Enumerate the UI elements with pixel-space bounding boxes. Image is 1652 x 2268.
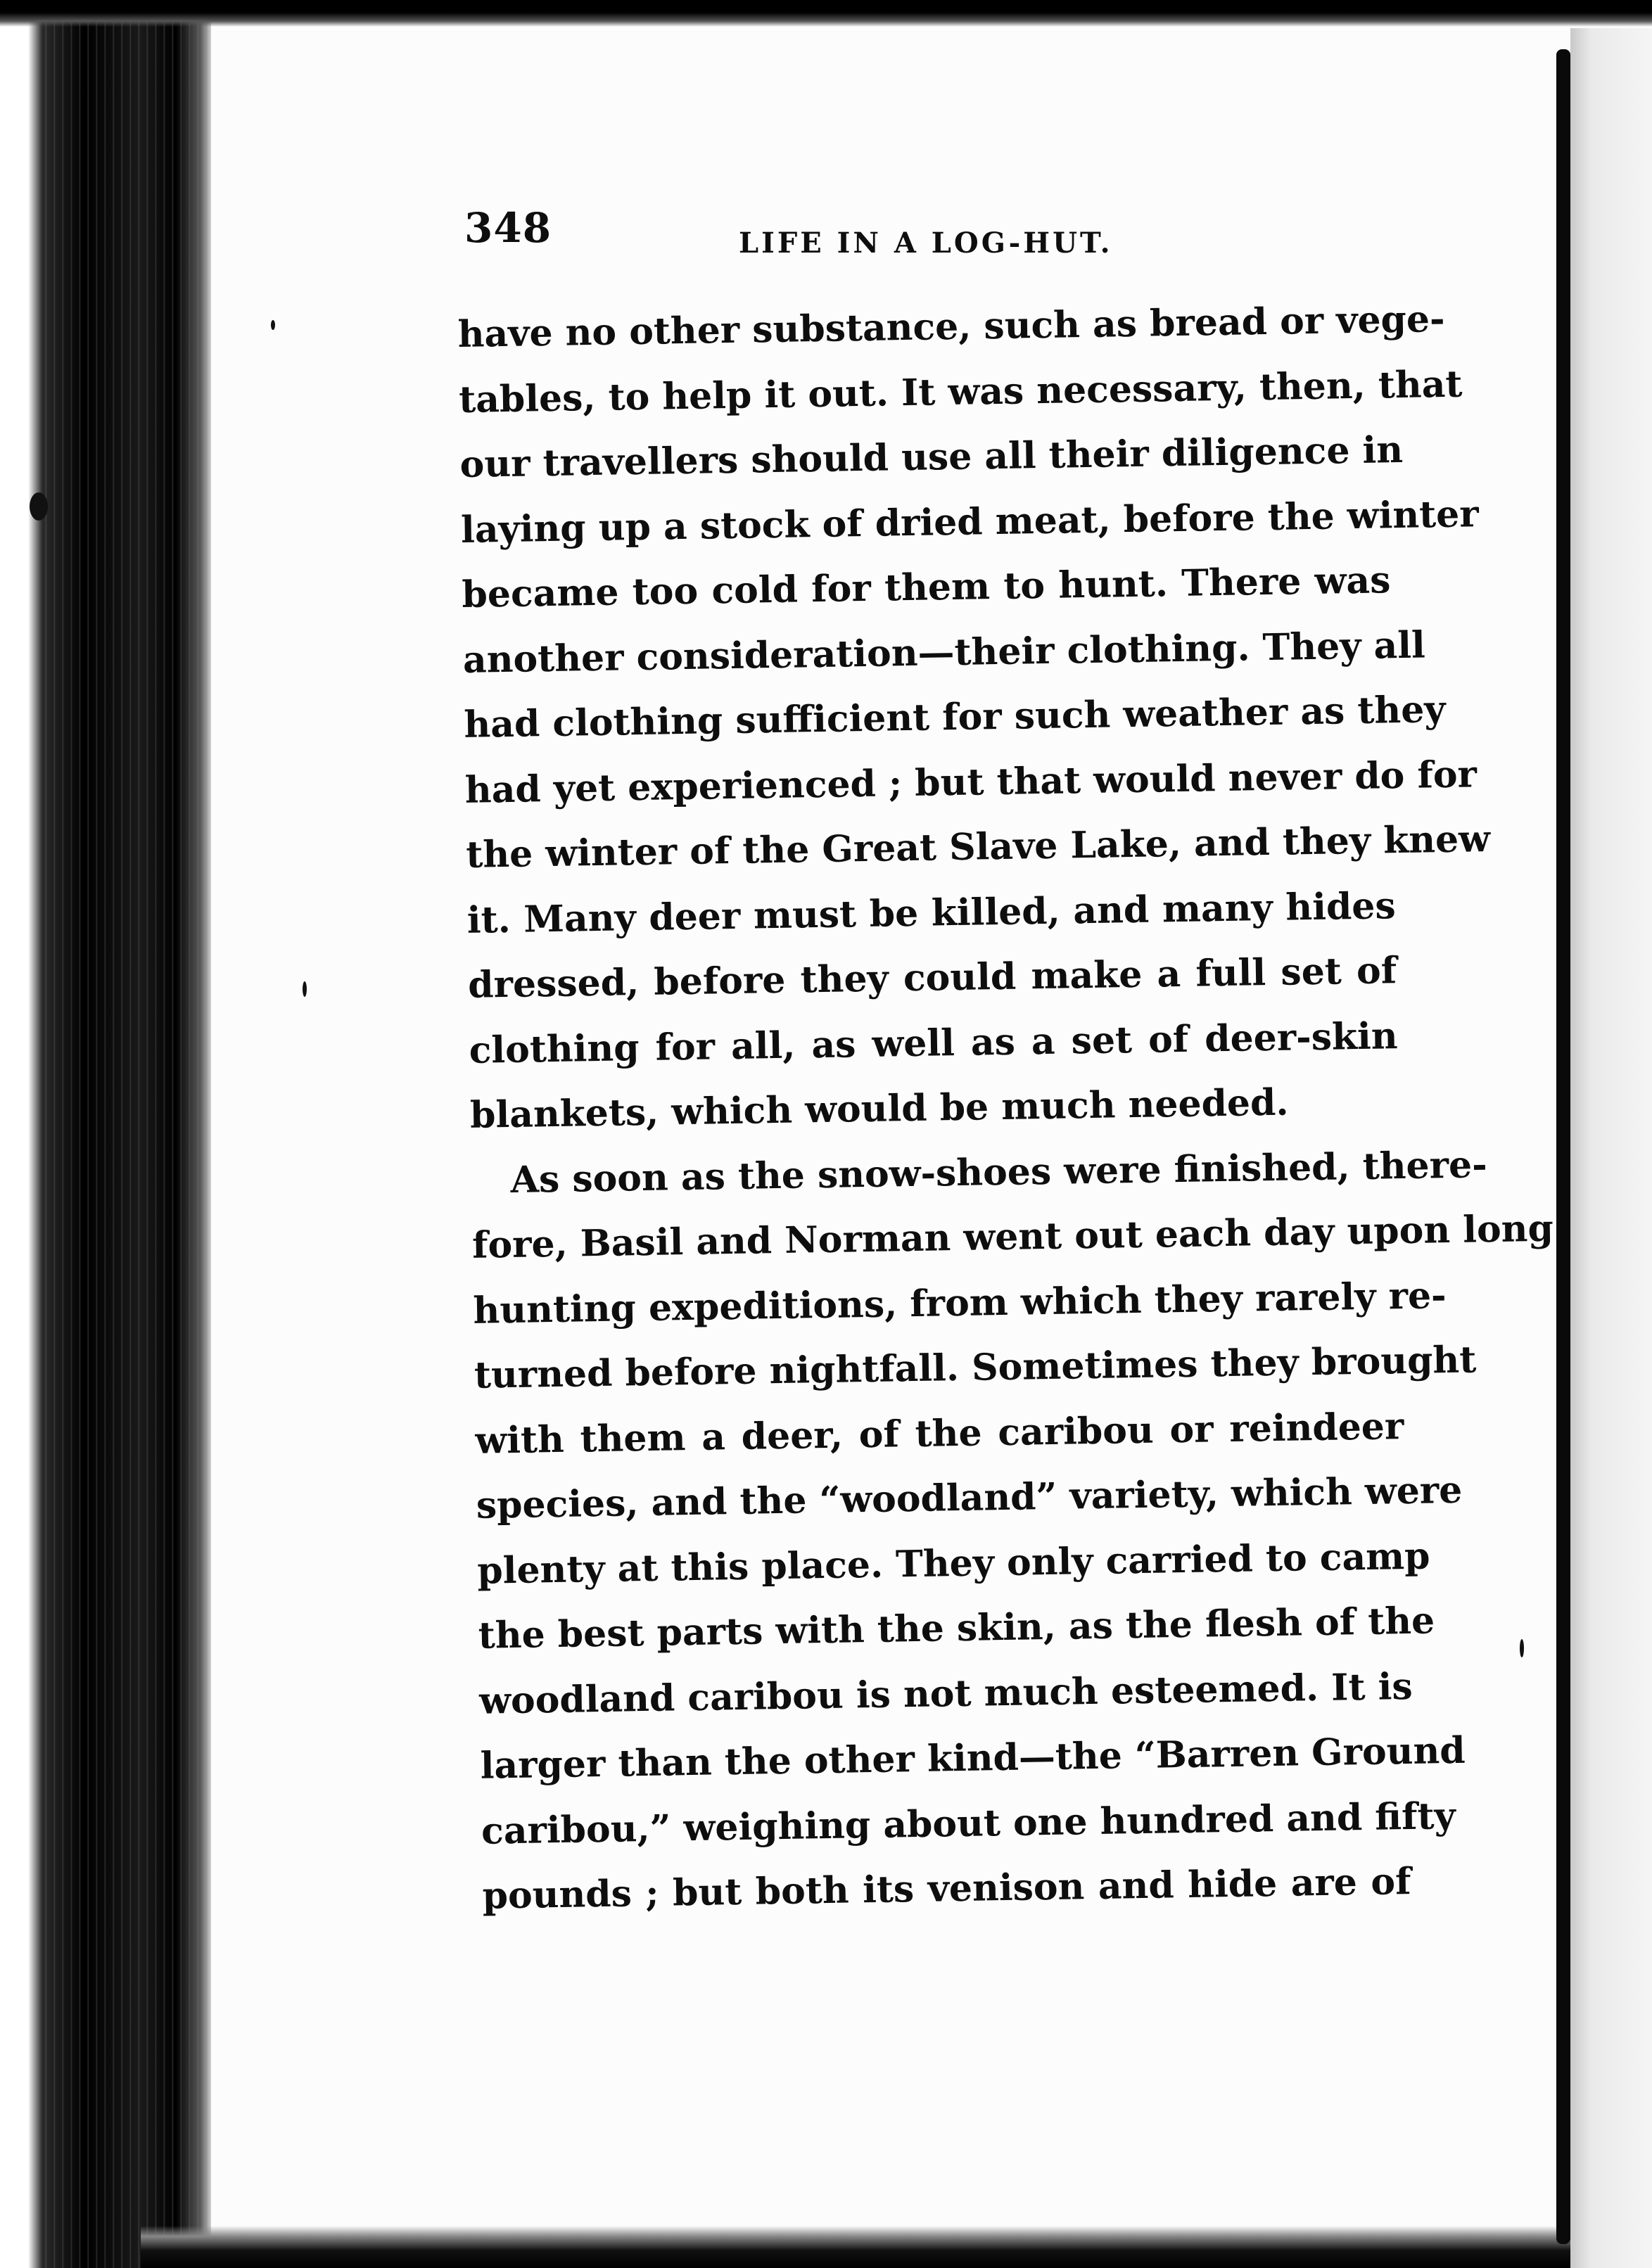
ink-speck — [1520, 1639, 1524, 1657]
text-line: it. Many deer must be killed, and many hides — [466, 884, 1397, 942]
text-line: with them a deer, of the caribou or reindeer — [474, 1404, 1404, 1463]
page-number: 348 — [464, 204, 552, 252]
text-line: As soon as the snow-shoes were finished, there- — [510, 1142, 1488, 1202]
page-content — [394, 183, 1554, 1918]
text-line: turned before nightfall. Sometimes they brought — [474, 1338, 1477, 1397]
text-line: woodland caribou is not much esteemed. It is — [478, 1664, 1413, 1723]
text-line: clothing for all, as well as a set of deer-skin — [469, 1014, 1399, 1072]
text-line: tables, to help it out. It was necessary, then, that — [458, 362, 1463, 421]
text-line: have no other substance, such as bread or vege- — [457, 297, 1446, 356]
text-line: fore, Basil and Norman went out each day upon long — [471, 1206, 1554, 1267]
text-line: species, and the “woodland” variety, which were — [476, 1468, 1463, 1527]
text-line: blankets, which would be much needed. — [469, 1081, 1289, 1137]
running-title: LIFE IN A LOG-HUT. — [739, 227, 1113, 260]
text-line: larger than the other kind—the “Barren Ground — [480, 1728, 1466, 1788]
text-line: became too cold for them to hunt. There was — [462, 559, 1391, 616]
text-line: another consideration—their clothing. They all — [462, 623, 1426, 682]
paragraph-2 — [471, 1134, 1554, 1930]
ink-speck — [30, 492, 48, 521]
paragraph-1 — [457, 288, 1491, 1148]
text-line: plenty at this place. They only carried to camp — [476, 1534, 1430, 1593]
top-scan-edge — [0, 0, 1652, 27]
ink-speck — [303, 981, 307, 997]
text-line: pounds ; but both its venison and hide are of — [482, 1859, 1411, 1918]
spine-texture — [39, 0, 208, 2268]
text-line: caribou,” weighing about one hundred and fifty — [481, 1794, 1456, 1853]
body-text — [457, 288, 1554, 1929]
ink-speck — [271, 320, 275, 330]
text-line: the winter of the Great Slave Lake, and they knew — [465, 817, 1491, 877]
text-line: laying up a stock of dried meat, before the winter — [460, 492, 1480, 552]
text-line: hunting expeditions, from which they rarely re- — [473, 1273, 1447, 1332]
text-line: had clothing sufficient for such weather as they — [463, 688, 1446, 746]
running-head — [394, 183, 1407, 260]
text-line: the best parts with the skin, as the flesh of the — [478, 1599, 1435, 1657]
text-line: dressed, before they could make a full set of — [467, 949, 1397, 1007]
bottom-scan-edge — [141, 2226, 1652, 2268]
text-line: our travellers should use all their diligence in — [459, 428, 1404, 486]
adjacent-page-edge — [1570, 28, 1652, 2268]
page-edge-line — [1556, 49, 1570, 2244]
text-line: had yet experienced ; but that would never do for — [464, 752, 1478, 812]
